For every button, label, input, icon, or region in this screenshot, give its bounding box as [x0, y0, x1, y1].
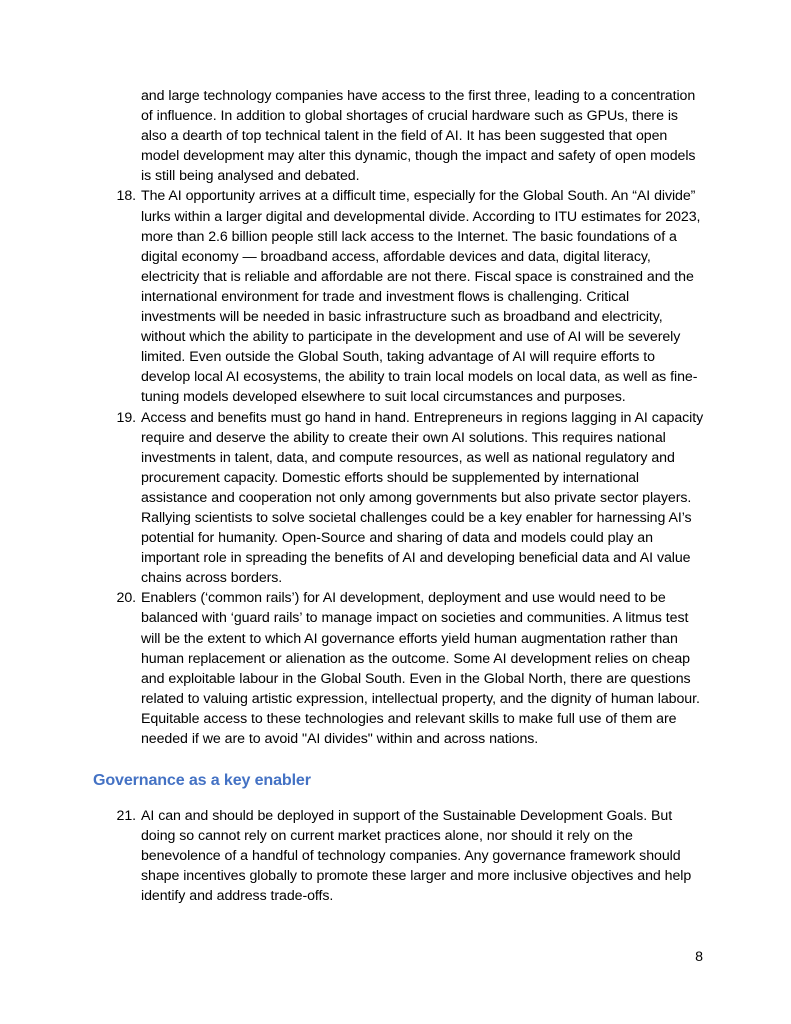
list-item-number: 21. [116, 808, 136, 825]
list-item-number: 18. [116, 188, 136, 205]
section-heading: Governance as a key enabler [93, 771, 311, 790]
list-item-number: 19. [116, 409, 136, 426]
list-item-text: Access and benefits must go hand in hand. Entrepreneurs in regions lagging in AI capacity require and deserve the ability to create their own AI solutions. This requires national investments in talent, data, and compute resources, as well as national regulatory and procurement capacity. Domestic efforts should be supplemented by international assistance and cooperation not only among governments but also private sector players. Rallying scientists to solve societal challenges could be a key enabler for harnessing AI’s potential for humanity. Open-Source and sharing of data and models could play an important role in spreading the benefits of AI and developing beneficial data and AI value chains across borders. [141, 409, 704, 587]
numbered-list [93, 186, 705, 749]
list-item-text: The AI opportunity arrives at a difficult time, especially for the Global South. An “AI divide” lurks within a larger digital and developmental divide. According to ITU estimates for 2023, more than 2.6 billion people still lack access to the Internet. The basic foundations of a digital economy — broadband access, affordable devices and data, digital literacy, electricity that is reliable and affordable are not there. Fiscal space is constrained and the international environment for trade and investment flows is challenging. Critical investments will be needed in basic infrastructure such as broadband and electricity, without which the ability to participate in the development and use of AI will be severely limited. Even outside the Global South, taking advantage of AI will require efforts to develop local AI ecosystems, the ability to train local models on local data, as well as fine-tuning models developed elsewhere to suit local circumstances and purposes. [141, 188, 701, 406]
page-content [93, 86, 705, 907]
list-item [93, 186, 705, 407]
list-item-text: AI can and should be deployed in support of the Sustainable Development Goals. But doing so cannot rely on current market practices alone, nor should it rely on the benevolence of a handful of technology companies. Any governance framework should shape incentives globally to promote these larger and more inclusive objectives and help identify and address trade-offs. [141, 808, 692, 905]
list-item [93, 588, 705, 749]
page-number: 8 [695, 949, 703, 965]
list-item [93, 408, 705, 589]
continued-paragraph: and large technology companies have access to the first three, leading to a concentration of influence. In addition to global shortages of crucial hardware such as GPUs, there is also a dearth of top technical talent in the field of AI. It has been suggested that open model development may alter this dynamic, though the impact and safety of open models is still being analysed and debated. [141, 88, 696, 185]
list-item-text: Enablers (‘common rails’) for AI development, deployment and use would need to be balanced with ‘guard rails’ to manage impact on societies and communities. A litmus test will be the extent to which AI governance efforts yield human augmentation rather than human replacement or alienation as the outcome. Some AI development relies on cheap and exploitable labour in the Global South. Even in the Global North, there are questions related to valuing artistic expression, intellectual property, and the dignity of human labour. Equitable access to these technologies and relevant skills to make full use of them are needed if we are to avoid "AI divides" within and across nations. [141, 590, 700, 747]
list-item-number: 20. [116, 590, 136, 607]
section-heading-block [93, 770, 705, 791]
list-item [93, 806, 705, 906]
section-numbered-list [93, 806, 705, 906]
